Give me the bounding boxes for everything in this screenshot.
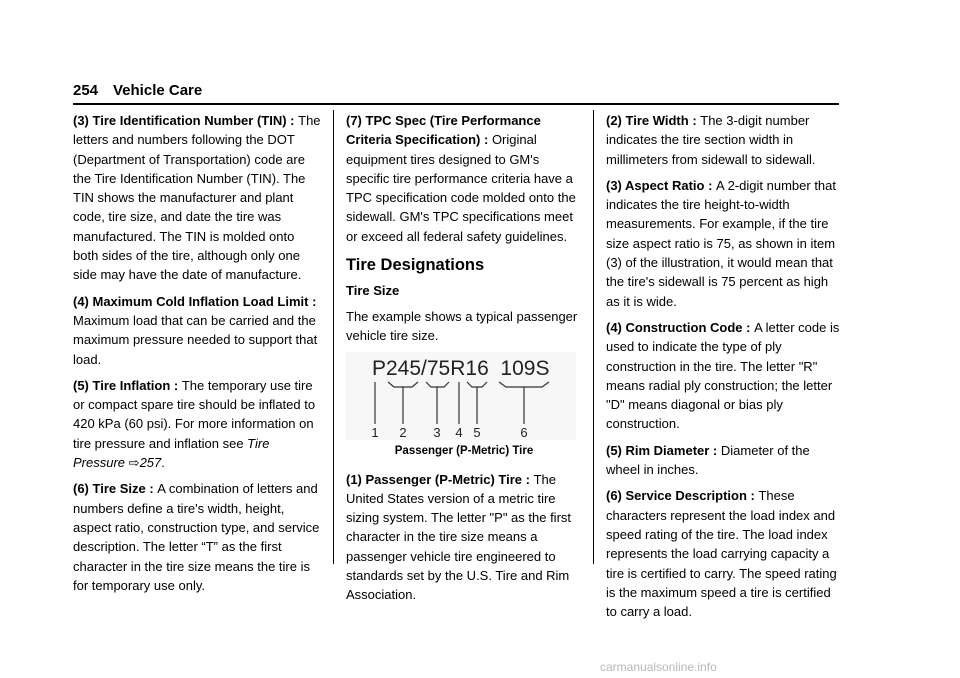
tin-text: The letters and numbers following the DOT (Department of Transportation) code are the Tire Identification Number (TIN). The TIN shows the manufacturer and plant code, tire size, and date the tire was manufactured. The TIN is molded onto both sides of the tire, although only one side may have the date of manufacture. (73, 113, 321, 283)
width-paragraph: (2) Tire Width : The 3-digit number indicates the tire section width in millimeters from sidewall to sidewall. (606, 113, 816, 167)
aspect-paragraph: (3) Aspect Ratio : A 2-digit number that indicates the tire height-to-width measurements. For example, if the tire size aspect ratio is 75, as shown in item (3) of the illustration, it would mean that the tire's sidewall is 75 percent as high as it is wide. (606, 177, 837, 309)
tin-term: (3) Tire Identification Number (TIN) (73, 113, 287, 128)
tire-size-subheading: Tire Size (346, 283, 400, 299)
width-text: The 3-digit number indicates the tire section width in millimeters from sidewall to sidewall. (606, 113, 816, 167)
tpc-term: (7) TPC Spec (Tire Performance Criteria Specification) (346, 113, 541, 148)
width-term: (2) Tire Width (606, 113, 689, 128)
callout-3: 3 (433, 425, 441, 441)
construction-paragraph: (4) Construction Code : A letter code is used to indicate the type of ply construction in the tire. The letter "R" means radial ply construction; the letter "D" means diagonal or bias ply construction. (606, 319, 840, 432)
passenger-paragraph: (1) Passenger (P-Metric) Tire : The United States version of a metric tire sizing system. The letter "P" as the first character in the tire size means a passenger vehicle tire engineered to standards set by the U.S. Tire and Rim Association. (346, 471, 572, 603)
construction-term: (4) Construction Code (606, 319, 743, 335)
tpc-text: Original equipment tires designed to GM's specific tire performance criteria have a TPC specification code molded onto the sidewall. GM's TPC specifications meet or exceed all federal safety guidelines. (346, 132, 576, 244)
rim-paragraph: (5) Rim Diameter : Diameter of the wheel in inches. (606, 442, 810, 478)
section-title: Vehicle Care (113, 82, 203, 99)
tin-paragraph: (3) Tire Identification Number (TIN) : The letters and numbers following the DOT (Department of Transportation) code are the Tire Identification Number (TIN). The TIN shows the manufacturer and plant code, tire size, and date the tire was manufactured. The TIN is molded onto both sides of the tire, although only one side may have the date of manufacture. (73, 113, 321, 283)
intro-paragraph: The example shows a typical passenger vehicle tire size. (346, 308, 578, 343)
construction-text: A letter code is used to indicate the type of ply construction in the tire. The letter "R" means radial ply construction; the letter "D" means diagonal or bias ply construction. (606, 319, 840, 432)
rim-term: (5) Rim Diameter (606, 442, 710, 458)
service-text: These characters represent the load index and speed rating of the tire. The load index represents the load carrying capacity a tire is certified to carry. The speed rating is the maximum speed a tire is certified to carry a load. (606, 488, 837, 620)
service-term: (6) Service Description (606, 488, 747, 504)
tire-code-text: P245/75R16 109S (372, 357, 550, 381)
load-paragraph: (4) Maximum Cold Inflation Load Limit : Maximum load that can be carried and the maximum pressure needed to support that load. (73, 293, 318, 367)
column-right (606, 111, 841, 628)
inflation-text: The temporary use tire or compact spare tire should be inflated to 420 kPa (60 psi). For more information on tire pressure and inflation see (73, 377, 316, 451)
page-ref-icon: ⇨ (128, 455, 140, 471)
callout-2: 2 (399, 425, 407, 441)
page-number: 254 (73, 82, 99, 99)
inflation-paragraph: (5) Tire Inflation : The temporary use tire or compact spare tire should be inflated to 420 kPa (60 psi). For more information on tire pressure and inflation see Tire Pressure ⇨257. (73, 377, 316, 471)
size-text: A combination of letters and numbers define a tire's width, height, aspect ratio, construction type, and service description. The letter “T” as the first character in the tire size means the tire is for temporary use only. (73, 481, 320, 593)
figure-caption: Passenger (P-Metric) Tire (394, 445, 534, 458)
column-divider (593, 110, 594, 564)
header-rule (73, 103, 839, 105)
service-paragraph: (6) Service Description : These characters represent the load index and speed rating of the tire. The load index represents the load carrying capacity a tire is certified to carry. The speed rating is the maximum speed a tire is certified to carry a load. (606, 488, 837, 620)
load-text: Maximum load that can be carried and the maximum pressure needed to support that load. (73, 312, 318, 367)
callout-5: 5 (473, 425, 481, 441)
inflation-term: (5) Tire Inflation (73, 377, 171, 393)
aspect-term: (3) Aspect Ratio (606, 177, 705, 193)
size-term: (6) Tire Size (73, 481, 146, 497)
size-paragraph: (6) Tire Size : A combination of letters and numbers define a tire's width, height, aspect ratio, construction type, and service description. The letter “T” as the first character in the tire size means the tire is for temporary use only. (73, 481, 320, 593)
callout-4: 4 (455, 425, 463, 441)
callout-1: 1 (371, 425, 379, 441)
callout-6: 6 (520, 425, 528, 441)
passenger-text: The United States version of a metric tire sizing system. The letter "P" as the first character in the tire size means a passenger vehicle tire engineered to standards set by the U.S. Tire and Rim Association. (346, 471, 572, 603)
load-term: (4) Maximum Cold Inflation Load Limit (73, 293, 309, 309)
page-header (73, 82, 838, 104)
tpc-paragraph: (7) TPC Spec (Tire Performance Criteria Specification) : Original equipment tires designed to GM's specific tire performance criteria have a TPC specification code molded onto the sidewall. GM's TPC specifications meet or exceed all federal safety guidelines. (346, 113, 576, 244)
aspect-text: A 2-digit number that indicates the tire height-to-width measurements. For example, if the tire size aspect ratio is 75, as shown in item (3) of the illustration, it would mean that the tire's sidewall is 75 percent as high as it is wide. (606, 177, 837, 309)
tire-designations-heading: Tire Designations (346, 256, 485, 275)
column-divider (333, 110, 334, 564)
column-left (73, 111, 323, 602)
tire-pressure-link[interactable]: Tire Pressure (73, 435, 270, 471)
page-ref-number[interactable]: 257 (139, 455, 162, 471)
rim-text: Diameter of the wheel in inches. (606, 442, 810, 478)
passenger-term: (1) Passenger (P-Metric) Tire (346, 471, 523, 487)
watermark: carmanualsonline.info (600, 660, 717, 674)
tire-size-illustration (346, 352, 576, 440)
column-middle (346, 111, 582, 612)
